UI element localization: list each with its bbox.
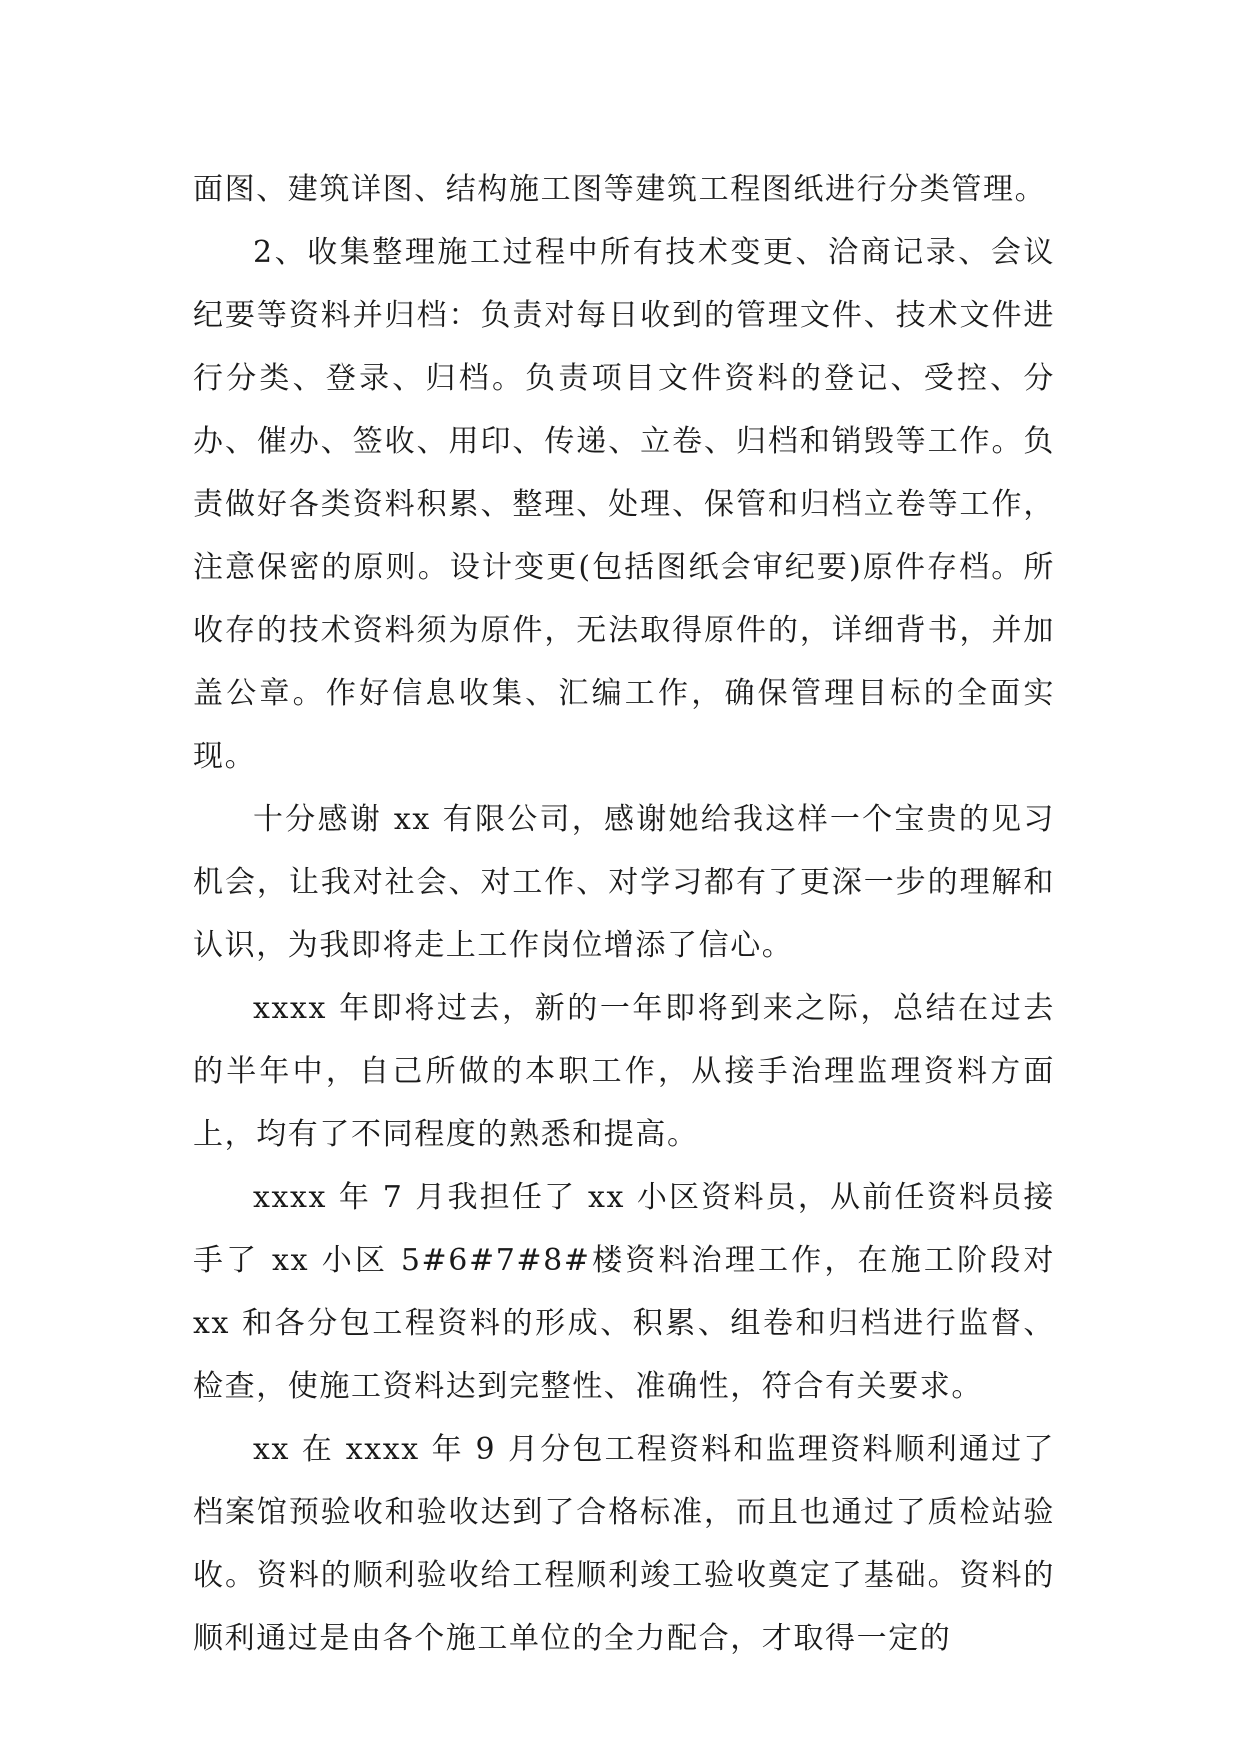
paragraph-thanks: 十分感谢 xx 有限公司，感谢她给我这样一个宝贵的见习机会，让我对社会、对工作、对学习都有了更深一步的理解和认识，为我即将走上工作岗位增添了信心。 bbox=[193, 802, 1055, 963]
paragraph-september-acceptance: xx 在 xxxx 年 9 月分包工程资料和监理资料顺利通过了档案馆预验收和验收达到了合格标准，而且也通过了质检站验收。资料的顺利验收给工程顺利竣工验收奠定了基础。资料的顺利通过是由各个施工单位的全力配合，才取得一定的 bbox=[193, 1432, 1055, 1656]
paragraph-july-role: xxxx 年 7 月我担任了 xx 小区资料员，从前任资料员接手了 xx 小区 5#6#7#8#楼资料治理工作，在施工阶段对 xx 和各分包工程资料的形成、积累、组卷和归档进行监督、检查，使施工资料达到完整性、准确性，符合有关要求。 bbox=[193, 1180, 1055, 1404]
paragraph-year-summary: xxxx 年即将过去，新的一年即将到来之际，总结在过去的半年中，自己所做的本职工作，从接手治理监理资料方面上，均有了不同程度的熟悉和提高。 bbox=[193, 991, 1055, 1152]
paragraph-item-2: 2、收集整理施工过程中所有技术变更、洽商记录、会议纪要等资料并归档：负责对每日收到的管理文件、技术文件进行分类、登录、归档。负责项目文件资料的登记、受控、分办、催办、签收、用印、传递、立卷、归档和销毁等工作。负责做好各类资料积累、整理、处理、保管和归档立卷等工作，注意保密的原则。设计变更(包括图纸会审纪要)原件存档。所收存的技术资料须为原件，无法取得原件的，详细背书，并加盖公章。作好信息收集、汇编工作，确保管理目标的全面实现。 bbox=[193, 235, 1055, 774]
body-text bbox=[193, 158, 1055, 1670]
paragraph-continuation: 面图、建筑详图、结构施工图等建筑工程图纸进行分类管理。 bbox=[193, 172, 1047, 207]
